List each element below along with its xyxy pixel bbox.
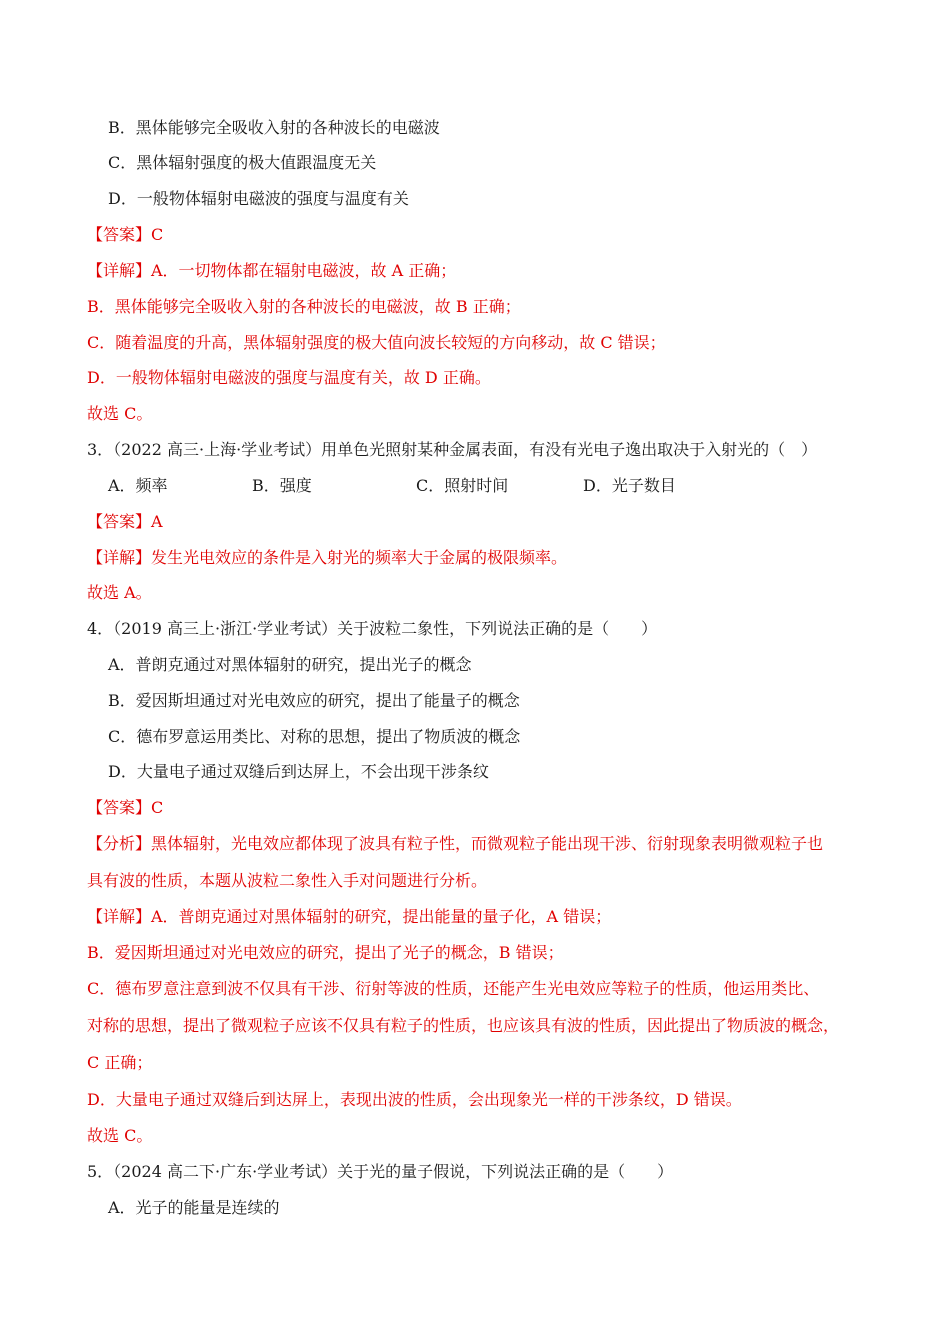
q2-explain-b: B．黑体能够完全吸收入射的各种波长的电磁波，故 B 正确；: [87, 297, 521, 316]
q4-option-c: C．德布罗意运用类比、对称的思想，提出了物质波的概念: [108, 727, 521, 746]
q4-explain-c-line2: 对称的思想，提出了微观粒子应该不仅具有粒子的性质，也应该具有波的性质，因此提出了物质波的概念，: [87, 1016, 840, 1035]
q4-conclusion: 故选 C。: [87, 1126, 153, 1145]
q4-option-d: D．大量电子通过双缝后到达屏上，不会出现干涉条纹: [108, 762, 489, 781]
q3-option-a: A．频率: [108, 476, 168, 495]
q4-explain-c-line3: C 正确；: [87, 1053, 153, 1072]
q3-option-b: B．强度: [252, 476, 312, 495]
q4-stem: 4．（2019 高三上·浙江·学业考试）关于波粒二象性，下列说法正确的是（ ）: [87, 619, 658, 638]
q4-explain-a: 【详解】A．普朗克通过对黑体辐射的研究，提出能量的量子化，A 错误；: [87, 907, 612, 926]
q2-option-b: B．黑体能够完全吸收入射的各种波长的电磁波: [108, 118, 440, 137]
q4-answer: 【答案】C: [87, 798, 164, 817]
q2-conclusion: 故选 C。: [87, 404, 153, 423]
q2-explain-head: 【详解】A．一切物体都在辐射电磁波，故 A 正确；: [87, 261, 457, 280]
q3-option-d: D．光子数目: [583, 476, 676, 495]
q4-option-b: B．爱因斯坦通过对光电效应的研究，提出了能量子的概念: [108, 691, 520, 710]
q3-answer: 【答案】A: [87, 512, 163, 531]
q4-analysis-line1: 【分析】黑体辐射，光电效应都体现了波具有粒子性，而微观粒子能出现干涉、衍射现象表明微观粒子也: [87, 834, 824, 853]
q4-explain-d: D．大量电子通过双缝后到达屏上，表现出波的性质，会出现象光一样的干涉条纹，D 错误。: [87, 1090, 742, 1109]
q3-stem: 3．（2022 高三·上海·学业考试）用单色光照射某种金属表面，有没有光电子逸出取决于入射光的（ ）: [87, 440, 818, 459]
q4-explain-c-line1: C．德布罗意注意到波不仅具有干涉、衍射等波的性质，还能产生光电效应等粒子的性质，他运用类比、: [87, 979, 820, 998]
q4-analysis-line2: 具有波的性质，本题从波粒二象性入手对问题进行分析。: [87, 871, 488, 890]
q3-option-c: C．照射时间: [416, 476, 509, 495]
q3-explain: 【详解】发生光电效应的条件是入射光的频率大于金属的极限频率。: [87, 548, 568, 567]
q2-explain-c: C．随着温度的升高，黑体辐射强度的极大值向波长较短的方向移动，故 C 错误；: [87, 333, 666, 352]
q4-explain-b: B．爱因斯坦通过对光电效应的研究，提出了光子的概念，B 错误；: [87, 943, 564, 962]
q2-explain-d: D．一般物体辐射电磁波的强度与温度有关，故 D 正确。: [87, 368, 491, 387]
q5-option-a: A．光子的能量是连续的: [108, 1198, 280, 1217]
q5-stem: 5．（2024 高二下·广东·学业考试）关于光的量子假说，下列说法正确的是（ ）: [87, 1162, 674, 1181]
q2-option-d: D．一般物体辐射电磁波的强度与温度有关: [108, 189, 409, 208]
q4-option-a: A．普朗克通过对黑体辐射的研究，提出光子的概念: [108, 655, 472, 674]
q2-option-c: C．黑体辐射强度的极大值跟温度无关: [108, 153, 377, 172]
q2-answer: 【答案】C: [87, 225, 164, 244]
q3-conclusion: 故选 A。: [87, 583, 152, 602]
